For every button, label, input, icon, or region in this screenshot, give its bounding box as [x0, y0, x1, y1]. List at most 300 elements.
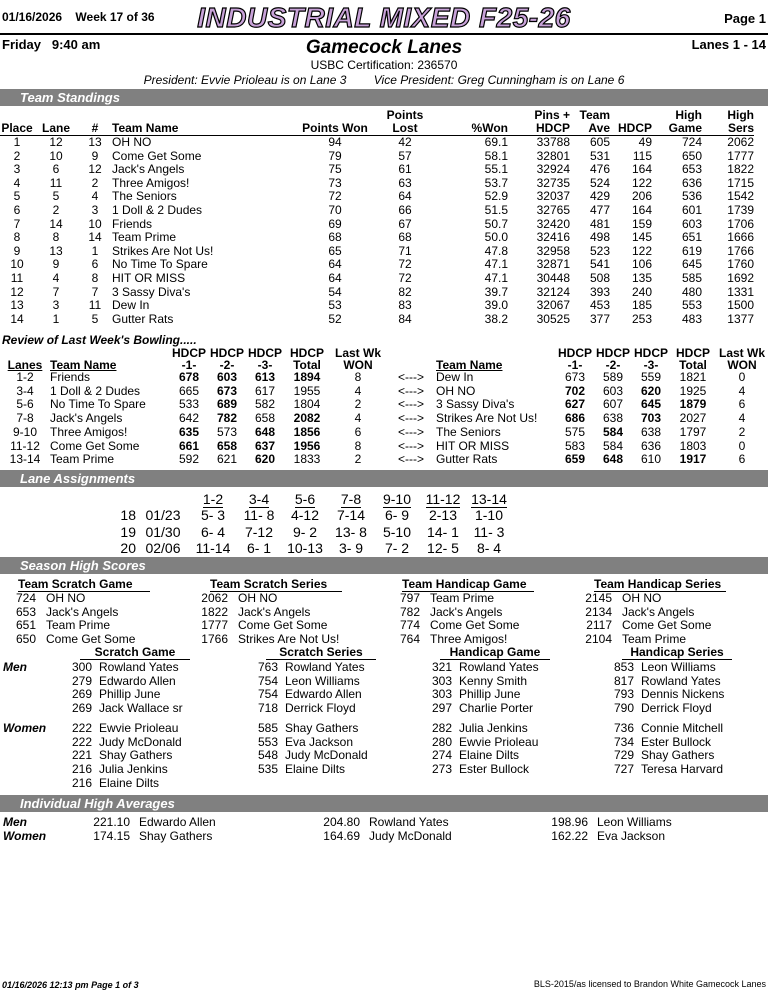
men-high-score: 790: [613, 701, 634, 716]
team-high-title: Team Handicap Game: [402, 577, 534, 592]
review-score-a: 678: [178, 370, 200, 384]
standings-cell: 42: [398, 135, 412, 149]
review-row: [0, 412, 768, 426]
men-high-bowler: Edwardo Allen: [99, 673, 176, 688]
standings-cell: 69: [328, 216, 342, 231]
standings-cell: 47.1: [484, 257, 508, 272]
team-high-title: Team Scratch Game: [18, 577, 150, 592]
men-label: Men: [3, 660, 27, 674]
standings-cell: 11: [88, 298, 102, 313]
vice-president: Vice President: Greg Cunningham is on Lane 6: [373, 73, 625, 87]
avg-men-label: Men: [3, 815, 27, 829]
team-pairing: 12- 5: [427, 540, 459, 556]
standings-table: [0, 109, 754, 326]
team-pairing: 11- 8: [243, 507, 275, 523]
standings-row: [0, 218, 754, 232]
standings-cell: Friends: [112, 216, 153, 231]
standings-cell: 619: [681, 243, 702, 258]
standings-cell: 72: [398, 257, 412, 272]
review-score-b: 583: [564, 438, 586, 453]
versus-arrow: <--->: [397, 411, 424, 426]
women-high-bowler: Ester Bullock: [641, 734, 712, 749]
men-high-bowler: Dennis Nickens: [641, 687, 725, 702]
review-team-a: No Time To Spare: [50, 397, 146, 412]
review-lanes: 3-4: [16, 383, 34, 398]
standings-cell: 115: [632, 148, 652, 163]
standings-cell: 94: [328, 135, 342, 149]
standings-cell: 3 Sassy Diva's: [112, 284, 191, 299]
week-date: 01/23: [145, 507, 181, 523]
team-pairing: 7-12: [244, 523, 274, 540]
review-won-b: 6: [738, 397, 746, 412]
review-score-a: 648: [254, 424, 276, 439]
standings-cell: 13: [10, 298, 24, 313]
men-high-score: 321: [431, 660, 452, 674]
team-high-team: Come Get Some: [238, 618, 328, 633]
review-title: Review of Last Week's Bowling.....: [2, 333, 197, 347]
lane-pair-label: 9-10: [382, 491, 412, 507]
col-pins-hdcp: Pins + HDCP: [508, 109, 570, 136]
versus-arrow: <--->: [397, 383, 424, 398]
standings-cell: 145: [631, 230, 652, 245]
standings-cell: 2: [13, 148, 21, 163]
review-team-a: Friends: [50, 370, 91, 384]
review-lanes: 11-12: [10, 438, 40, 453]
standings-cell: 377: [589, 311, 610, 326]
team-pairing: 7-14: [336, 507, 366, 523]
average-bowler: Judy McDonald: [369, 829, 452, 843]
average-value: 204.80: [323, 815, 360, 829]
team-pairing: 1-10: [474, 507, 504, 523]
standings-cell: 7: [52, 284, 60, 299]
review-row: [0, 440, 768, 454]
review-score-b: 645: [640, 397, 662, 412]
standings-cell: 7: [13, 216, 21, 231]
time: 9:40 am: [51, 37, 101, 52]
standings-header-row: [0, 109, 754, 136]
standings-cell: 5: [13, 189, 21, 204]
men-high-bowler: Rowland Yates: [285, 660, 365, 674]
women-high-bowler: Julia Jenkins: [99, 762, 168, 777]
men-high-score: 297: [431, 701, 452, 716]
col-g1-a: HDCP -1-: [171, 346, 206, 372]
team-pairing: 14- 1: [427, 523, 459, 540]
week-number: 20: [120, 540, 136, 556]
team-high-team: Jack's Angels: [622, 604, 695, 619]
usbc-certification: USBC Certification: 236570: [310, 58, 458, 72]
standings-row: [0, 313, 754, 327]
average-bowler: Eva Jackson: [597, 829, 666, 843]
men-high-score: 300: [71, 660, 92, 674]
women-high-bowler: Judy McDonald: [99, 734, 182, 749]
standings-cell: 12: [49, 135, 63, 149]
average-value: 198.96: [551, 815, 588, 829]
standings-cell: The Seniors: [112, 189, 177, 204]
standings-cell: 1 Doll & 2 Dudes: [112, 202, 203, 217]
standings-cell: 39.7: [484, 284, 508, 299]
standings-cell: 651: [681, 230, 702, 245]
standings-cell: 536: [681, 189, 702, 204]
team-high-score: 653: [15, 604, 36, 619]
week-number: 18: [120, 507, 136, 523]
standings-cell: 32765: [536, 202, 570, 217]
week-date: 02/06: [145, 540, 181, 556]
standings-cell: 67: [398, 216, 412, 231]
standings-cell: 32801: [536, 148, 570, 163]
average-value: 164.69: [323, 829, 360, 843]
review-score-b: 636: [640, 438, 662, 453]
men-high-bowler: Derrick Floyd: [285, 701, 356, 716]
standings-cell: 135: [631, 270, 652, 285]
review-score-b: 627: [564, 397, 586, 412]
col-team-name-a: Team Name: [50, 358, 117, 372]
standings-cell: 498: [589, 230, 610, 245]
standings-row: [0, 204, 754, 218]
standings-cell: 2: [52, 202, 60, 217]
standings-cell: 68: [398, 230, 412, 245]
team-high-score: 650: [15, 632, 36, 647]
standings-cell: 12: [88, 162, 102, 177]
review-score-b: 607: [602, 397, 624, 412]
standings-cell: 32958: [536, 243, 570, 258]
lane-assignment-row: [114, 524, 512, 541]
team-pairing: 5-10: [382, 523, 412, 540]
section-season-high-scores: Season High Scores: [0, 557, 768, 574]
review-score-a: 658: [254, 411, 276, 426]
col-g2-a: HDCP -2-: [209, 346, 244, 372]
review-score-b: 673: [564, 370, 586, 384]
team-high-score: 1766: [201, 632, 228, 647]
review-score-b: 1797: [679, 424, 707, 439]
team-high-team: Come Get Some: [622, 618, 712, 633]
individual-high-title: Scratch Game: [80, 645, 190, 660]
review-won-a: 8: [354, 370, 362, 384]
standings-cell: 69.1: [484, 135, 508, 149]
review-score-a: 689: [216, 397, 238, 412]
standings-cell: 1: [91, 243, 99, 258]
men-high-score: 853: [613, 660, 634, 674]
lane-pair-header: [190, 491, 236, 507]
men-high-score: 269: [71, 701, 92, 716]
standings-row: [0, 190, 754, 204]
review-score-a: 637: [254, 438, 276, 453]
standings-cell: 50.7: [484, 216, 508, 231]
women-high-bowler: Ewvie Prioleau: [99, 721, 179, 735]
lane-pair-label: 5-6: [294, 491, 316, 507]
standings-cell: 8: [91, 270, 99, 285]
team-high-score: 2117: [586, 618, 612, 633]
lane-pair-label: 13-14: [471, 491, 507, 507]
standings-cell: 57: [398, 148, 412, 163]
women-high-score: 727: [613, 762, 634, 777]
standings-cell: 122: [631, 243, 652, 258]
standings-cell: 52.9: [484, 189, 508, 204]
standings-cell: 32067: [536, 298, 570, 313]
review-team-b: The Seniors: [436, 424, 501, 439]
review-score-a: 1833: [293, 452, 321, 467]
standings-row: [0, 245, 754, 259]
col-high-sers: High Sers: [702, 109, 754, 136]
review-won-a: 6: [354, 424, 362, 439]
review-score-b: 638: [640, 424, 662, 439]
col-lane: Lane: [34, 109, 78, 136]
standings-cell: 32735: [536, 175, 570, 190]
team-high-score: 2134: [585, 604, 612, 619]
review-won-b: 0: [738, 370, 746, 384]
standings-cell: 1715: [727, 175, 754, 190]
standings-cell: 32871: [536, 257, 570, 272]
review-lanes: 5-6: [16, 397, 34, 412]
standings-cell: 1692: [727, 270, 754, 285]
standings-cell: 64: [398, 189, 412, 204]
standings-row: [0, 177, 754, 191]
standings-cell: 11: [49, 175, 63, 190]
standings-cell: 585: [681, 270, 702, 285]
standings-cell: Come Get Some: [112, 148, 202, 163]
standings-cell: 480: [681, 284, 702, 299]
men-high-score: 763: [257, 660, 278, 674]
standings-cell: 1760: [727, 257, 754, 272]
women-high-bowler: Elaine Dilts: [99, 775, 160, 790]
standings-cell: 79: [328, 148, 342, 163]
average-bowler: Shay Gathers: [139, 829, 213, 843]
standings-cell: 11: [10, 270, 24, 285]
lane-pair-label: 11-12: [425, 491, 461, 507]
review-score-a: 665: [178, 383, 200, 398]
standings-row: [0, 272, 754, 286]
standings-cell: 32037: [536, 189, 570, 204]
standings-cell: 164: [631, 162, 652, 177]
men-high-bowler: Phillip June: [99, 687, 161, 702]
team-pairing: 13- 8: [335, 523, 367, 540]
team-high-team: Jack's Angels: [46, 604, 119, 619]
standings-cell: 1377: [727, 311, 754, 326]
col-number: #: [78, 109, 112, 136]
team-high-score: 2062: [201, 591, 228, 605]
review-won-b: 6: [738, 452, 746, 467]
standings-cell: 32924: [536, 162, 570, 177]
standings-cell: 122: [631, 175, 652, 190]
team-high-score: 651: [15, 618, 36, 633]
col-team-name-b: Team Name: [436, 358, 503, 372]
standings-cell: 52: [328, 311, 342, 326]
team-pairing: 8- 4: [476, 540, 502, 556]
president: President: Evvie Prioleau is on Lane 3: [143, 73, 347, 87]
team-pairing: 5- 3: [200, 507, 226, 523]
standings-cell: 1777: [727, 148, 754, 163]
report-date: 01/16/2026: [2, 10, 63, 24]
standings-cell: Jack's Angels: [112, 162, 185, 177]
officers-line: [0, 73, 768, 87]
standings-cell: 524: [589, 175, 610, 190]
standings-cell: 159: [631, 216, 652, 231]
standings-cell: 636: [681, 175, 702, 190]
review-team-a: Jack's Angels: [50, 411, 123, 426]
standings-cell: 70: [328, 202, 342, 217]
review-score-b: 702: [564, 383, 586, 398]
review-won-b: 4: [738, 411, 746, 426]
women-high-bowler: Elaine Dilts: [285, 762, 346, 777]
standings-cell: 3: [13, 162, 21, 177]
review-lanes: 7-8: [16, 411, 34, 426]
standings-cell: 724: [681, 135, 702, 149]
review-won-a: 4: [354, 411, 362, 426]
women-high-score: 221: [71, 748, 92, 763]
review-team-b: Dew In: [436, 370, 474, 384]
review-score-b: 1879: [679, 397, 707, 412]
review-score-a: 661: [178, 438, 200, 453]
col-place: Place: [0, 109, 34, 136]
individual-high-title: Scratch Series: [266, 645, 376, 660]
women-high-score: 729: [613, 748, 634, 763]
review-team-b: HIT OR MISS: [436, 438, 510, 453]
women-high-score: 553: [257, 734, 278, 749]
men-high-bowler: Jack Wallace sr: [99, 701, 183, 716]
lane-assignments-header: [114, 491, 512, 507]
standings-row: [0, 286, 754, 300]
versus-arrow: <--->: [397, 452, 424, 467]
standings-cell: 481: [589, 216, 610, 231]
standings-row: [0, 136, 754, 150]
standings-cell: Three Amigos!: [112, 175, 190, 190]
page-number: Page 1: [724, 11, 766, 26]
review-score-b: 584: [602, 424, 624, 439]
review-won-b: 2: [738, 424, 746, 439]
men-high-bowler: Leon Williams: [641, 660, 716, 674]
men-high-score: 303: [431, 673, 452, 688]
standings-cell: 253: [631, 311, 652, 326]
review-won-b: 4: [738, 383, 746, 398]
standings-cell: 653: [681, 162, 702, 177]
col-high-game: High Game: [652, 109, 702, 136]
col-total-a: HDCP Total: [289, 346, 324, 372]
standings-cell: 1739: [727, 202, 754, 217]
average-bowler: Leon Williams: [597, 815, 672, 829]
col-arrow: [386, 347, 436, 371]
review-score-b: 610: [640, 452, 662, 467]
men-high-bowler: Phillip June: [459, 687, 521, 702]
standings-cell: 14: [88, 230, 102, 245]
footer-license: BLS-2015/as licensed to Brandon White Gamecock Lanes: [533, 979, 766, 989]
women-high-bowler: Judy McDonald: [285, 748, 368, 763]
standings-cell: 50.0: [484, 230, 508, 245]
standings-cell: 73: [328, 175, 342, 190]
standings-cell: 33788: [536, 135, 570, 149]
women-high-bowler: Elaine Dilts: [459, 748, 520, 763]
col-g3-b: HDCP -3-: [633, 346, 668, 372]
men-high-score: 793: [613, 687, 634, 702]
review-score-b: 559: [640, 370, 662, 384]
women-high-score: 216: [71, 762, 92, 777]
versus-arrow: <--->: [397, 370, 424, 384]
women-high-score: 222: [71, 721, 92, 735]
team-pairing: 6- 9: [384, 507, 410, 523]
review-won-a: 2: [354, 452, 362, 467]
review-team-a: Three Amigos!: [50, 424, 128, 439]
review-lanes: 9-10: [12, 424, 38, 439]
standings-cell: 645: [681, 257, 702, 272]
standings-cell: 393: [589, 284, 610, 299]
standings-cell: No Time To Spare: [112, 257, 208, 272]
review-lanes: 13-14: [9, 452, 41, 467]
lane-pair-header: [374, 491, 420, 507]
standings-cell: 53: [328, 298, 342, 313]
footer-printed: 01/16/2026 12:13 pm Page 1 of 3: [2, 980, 139, 990]
review-score-a: 658: [216, 438, 238, 453]
team-high-team: Three Amigos!: [430, 632, 508, 647]
standings-cell: 10: [88, 216, 102, 231]
team-high-score: 1777: [201, 618, 228, 633]
team-high-team: OH NO: [238, 591, 278, 605]
women-high-bowler: Ester Bullock: [459, 762, 530, 777]
team-high-team: Strikes Are Not Us!: [238, 632, 340, 647]
lane-pair-header: [328, 491, 374, 507]
lane-pair-header: [282, 491, 328, 507]
standings-cell: 14: [49, 216, 63, 231]
standings-cell: 1766: [727, 243, 754, 258]
standings-cell: 68: [328, 230, 342, 245]
standings-cell: 3: [91, 202, 99, 217]
standings-cell: 14: [10, 311, 24, 326]
review-team-b: 3 Sassy Diva's: [436, 397, 515, 412]
review-team-a: 1 Doll & 2 Dudes: [50, 383, 141, 398]
team-pairing: 10-13: [287, 540, 323, 556]
men-high-score: 754: [257, 687, 278, 702]
standings-cell: 541: [589, 257, 610, 272]
team-pairing: 7- 2: [384, 540, 410, 556]
standings-cell: 1: [52, 311, 60, 326]
team-high-team: Jack's Angels: [238, 604, 311, 619]
team-pairing: 6- 4: [200, 523, 226, 540]
review-score-b: 648: [602, 452, 624, 467]
women-high-score: 282: [431, 721, 452, 735]
standings-cell: 71: [398, 243, 412, 258]
review-won-a: 4: [354, 383, 362, 398]
standings-cell: 4: [52, 270, 60, 285]
standings-cell: 10: [10, 257, 24, 272]
women-high-bowler: Julia Jenkins: [459, 721, 528, 735]
standings-cell: 1331: [727, 284, 754, 299]
women-high-score: 585: [257, 721, 278, 735]
standings-cell: 12: [10, 284, 24, 299]
standings-cell: Dew In: [112, 298, 150, 313]
standings-cell: 553: [681, 298, 702, 313]
section-lane-assignments: Lane Assignments: [0, 470, 768, 487]
review-score-b: 659: [564, 452, 586, 467]
standings-cell: 1: [13, 135, 21, 149]
review-row: [0, 426, 768, 440]
standings-cell: 7: [91, 284, 99, 299]
team-pairing: 9- 2: [292, 523, 318, 540]
col-total-b: HDCP Total: [675, 346, 710, 372]
standings-cell: 429: [589, 189, 610, 204]
review-score-a: 617: [254, 383, 276, 398]
review-score-a: 573: [216, 424, 238, 439]
standings-cell: 84: [398, 311, 412, 326]
lane-pair-header: [466, 491, 512, 507]
standings-cell: HIT OR MISS: [112, 270, 186, 285]
women-high-score: 280: [431, 734, 452, 749]
standings-cell: 476: [589, 162, 610, 177]
standings-cell: 523: [589, 243, 610, 258]
standings-cell: 4: [91, 189, 99, 204]
standings-cell: 51.5: [484, 202, 508, 217]
standings-cell: 72: [328, 189, 342, 204]
col-points-won: Points Won: [294, 109, 376, 136]
review-score-b: 703: [640, 411, 662, 426]
review-won-a: 8: [354, 438, 362, 453]
standings-cell: 8: [52, 230, 60, 245]
